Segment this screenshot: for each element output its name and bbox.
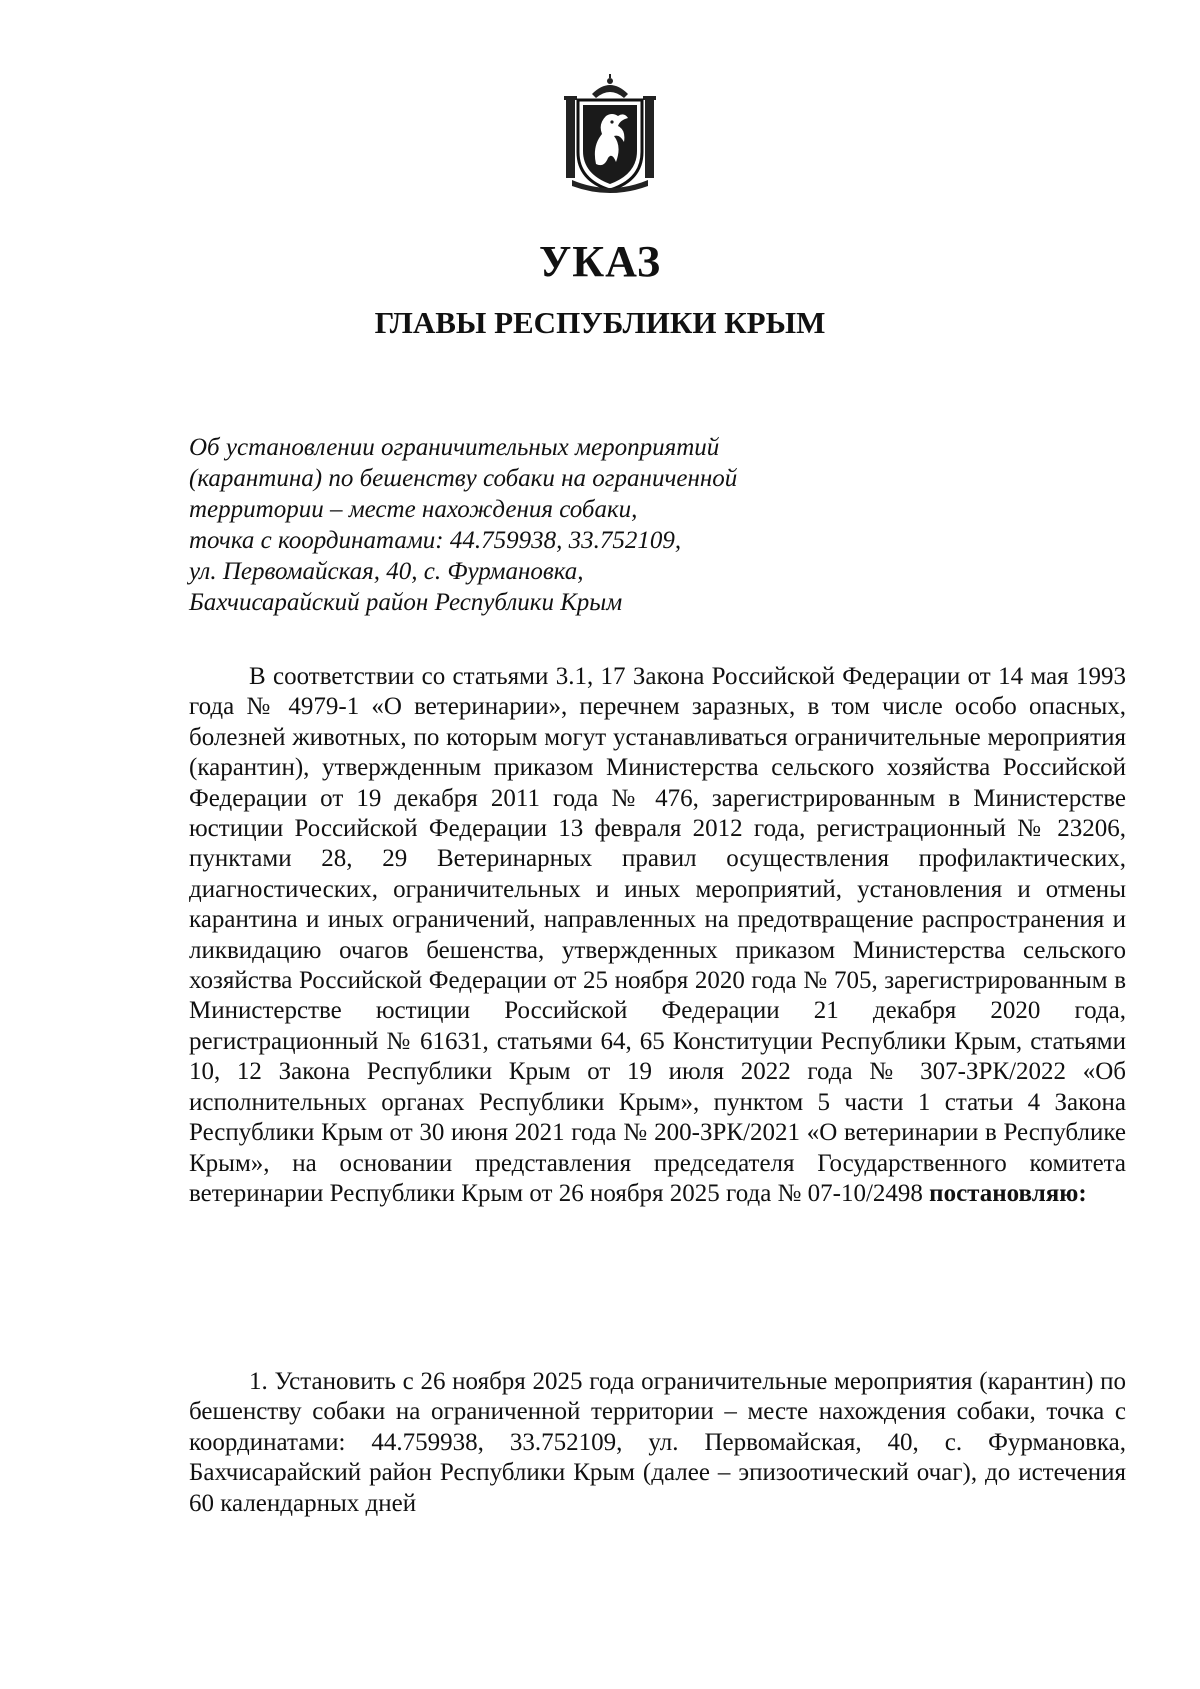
subject-line: Бахчисарайский район Республики Крым	[189, 589, 623, 616]
subject-line: ул. Первомайская, 40, с. Фурмановка,	[189, 558, 584, 585]
document-title: УКАЗ	[538, 237, 662, 286]
subject-line: территории – месте нахождения собаки,	[189, 496, 638, 523]
coat-of-arms-emblem	[562, 72, 658, 196]
subject-line: Об установлении ограничительных мероприятий	[189, 434, 720, 461]
subject-line: точка с координатами: 44.759938, 33.752109,	[189, 527, 682, 554]
decree-word: постановляю:	[929, 1179, 1087, 1207]
preamble-paragraph	[189, 662, 1126, 1209]
document-subtitle: ГЛАВЫ РЕСПУБЛИКИ КРЫМ	[374, 305, 826, 340]
subject-line: (карантина) по бешенству собаки на ограниченной	[189, 465, 738, 492]
preamble-text: В соответствии со статьями 3.1, 17 Закона Российской Федерации от 14 мая 1993 года № 4979-1 «О ветеринарии», перечнем заразных, в том числе особо опасных, болезней животных, по которым могут устанавливаться ограничительные мероприятия (карантин), утвержденным приказом Министерства сельского хозяйства Российской Федерации от 19 декабря 2011 года № 476, зарегистрированным в Министерстве юстиции Российской Федерации 13 февраля 2012 года, регистрационный № 23206, пунктами 28, 29 Ветеринарных правил осуществления профилактических, диагностических, ограничительных и иных мероприятий, установления и отмены карантина и иных ограничений, направленных на предотвращение распространения и ликвидацию очагов бешенства, утвержденных приказом Министерства сельского хозяйства Российской Федерации от 25 ноября 2020 года № 705, зарегистрированным в Министерстве юстиции Российской Федерации 21 декабря 2020 года, регистрационный № 61631, статьями 64, 65 Конституции Республики Крым, статьями 10, 12 Закона Республики Крым от 19 июля 2022 года № 307-ЗРК/2022 «Об исполнительных органах Республики Крым», пунктом 5 части 1 статьи 4 Закона Республики Крым от 30 июня 2021 года № 200-ЗРК/2021 «О ветеринарии в Республике Крым», на основании представления председателя Государственного комитета ветеринарии Республики Крым от 26 ноября 2025 года № 07-10/2498	[189, 663, 1126, 1207]
decree-subject	[189, 432, 889, 618]
item-1-paragraph: 1. Установить с 26 ноября 2025 года ограничительные мероприятия (карантин) по бешенству собаки на ограниченной территории – месте нахождения собаки, точка с координатами: 44.759938, 33.752109, ул. Первомайская, 40, с. Фурмановка, Бахчисарайский район Республики Крым (далее – эпизоотический очаг), до истечения 60 календарных дней	[189, 1368, 1126, 1517]
